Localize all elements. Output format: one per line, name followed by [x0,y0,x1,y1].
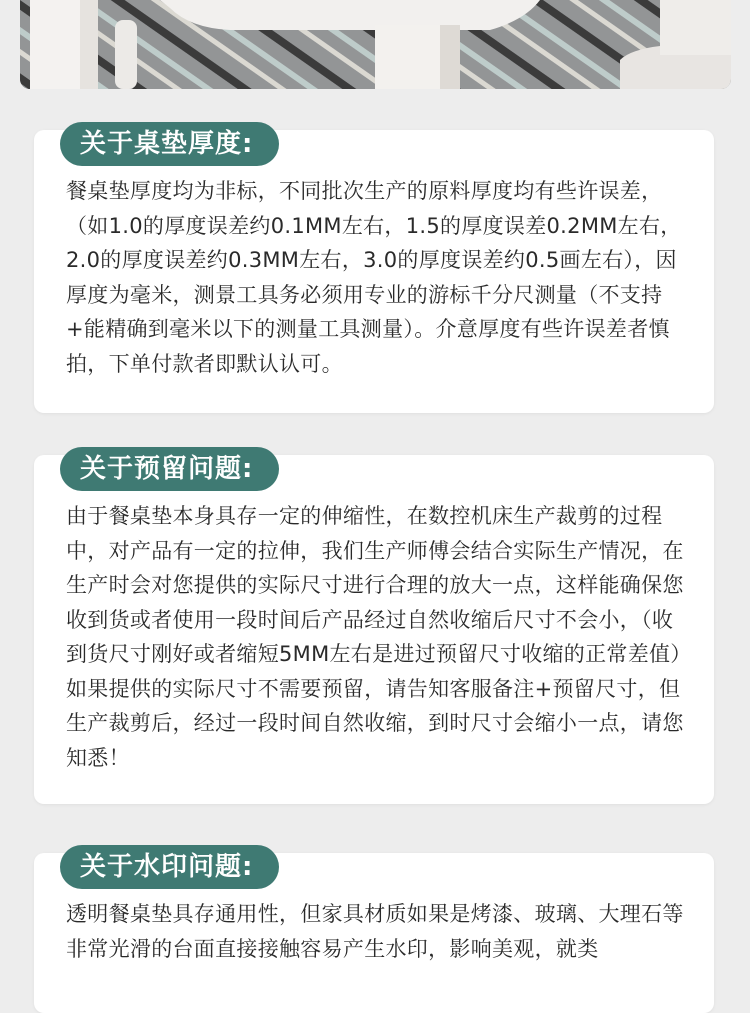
product-photo [20,0,731,89]
table-on-rug-image [20,0,731,89]
section-title: 关于水印问题: [60,845,279,889]
card-reservation [34,455,714,804]
section-body: 餐桌垫厚度均为非标，不同批次生产的原料厚度均有些许误差，（如1.0的厚度误差约0.1MM左右，1.5的厚度误差0.2MM左右，2.0的厚度误差约0.3MM左右，3.0的厚度误差约0.5画左右），因厚度为毫米，测景工具务必须用专业的游标千分尺测量（不支持+能精确到毫米以下的测量工具测量）。介意厚度有些许误差者慎拍，下单付款者即默认认可。 [66,179,682,376]
section-body: 由于餐桌垫本身具存一定的伸缩性，在数控机床生产裁剪的过程中，对产品有一定的拉伸，我们生产师傅会结合实际生产情况，在生产时会对您提供的实际尺寸进行合理的放大一点，这样能确保您收到货或者使用一段时间后产品经过自然收缩后尺寸不会小，（收到货尺寸刚好或者缩短5MM左右是进过预留尺寸收缩的正常差值）如果提供的实际尺寸不需要预留，请告知客服备注+预留尺寸，但生产裁剪后，经过一段时间自然收缩，到时尺寸会缩小一点，请您知悉！ [66,504,684,770]
card-watermark [34,853,714,1013]
section-body: 透明餐桌垫具存通用性，但家具材质如果是烤漆、玻璃、大理石等非常光滑的台面直接接触容易产生水印，影响美观，就类 [66,902,684,961]
section-title: 关于桌垫厚度: [60,122,279,166]
card-thickness [34,130,714,413]
section-title: 关于预留问题: [60,447,279,491]
